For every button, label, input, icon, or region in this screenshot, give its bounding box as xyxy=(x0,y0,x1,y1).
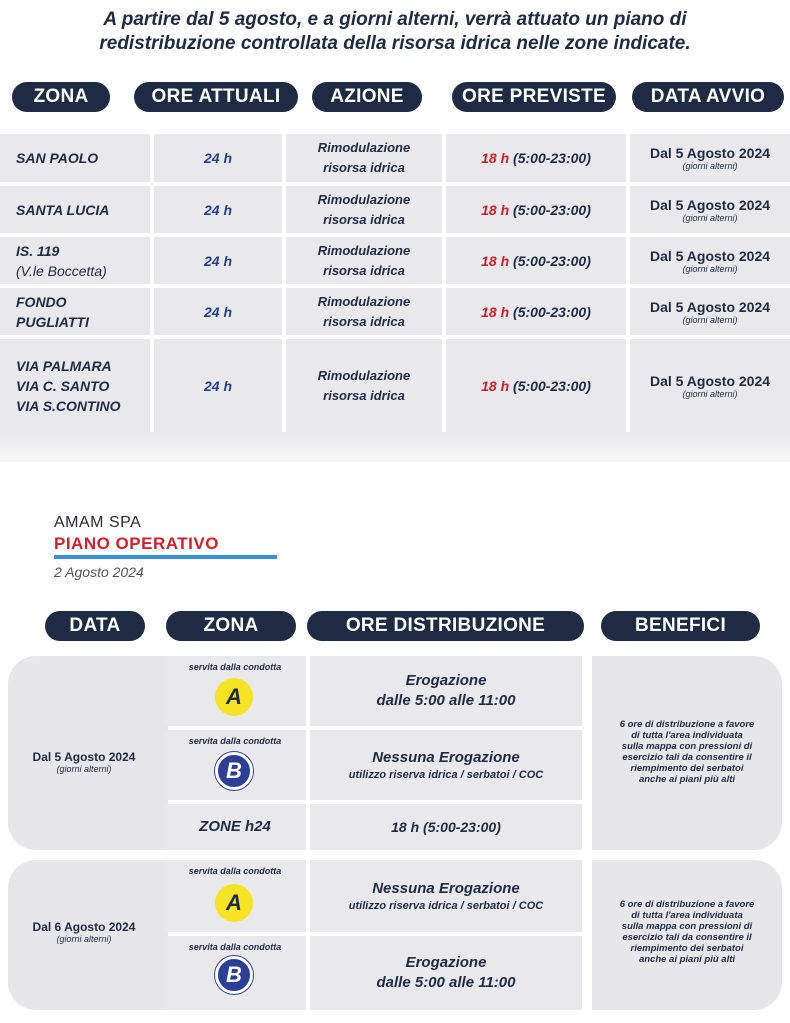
block2-date xyxy=(8,920,160,944)
block2-benefici xyxy=(592,899,782,965)
ore-prev-range: (5:00-23:00) xyxy=(509,377,591,394)
table-row-3-ore-previste xyxy=(446,237,626,284)
title-underline xyxy=(54,555,277,559)
table-row-5-ore-previste xyxy=(446,339,626,432)
block1-date-note: (giorni alterni) xyxy=(56,764,112,774)
h24-hours: 18 h (5:00-23:00) xyxy=(391,819,501,835)
header-zona-2: ZONA xyxy=(166,611,296,641)
azione-line-2: risorsa idrica xyxy=(323,387,405,403)
table-row-4-ore-previste xyxy=(446,288,626,335)
header-data-avvio: DATA AVVIO xyxy=(632,82,784,112)
erogazione-line-1: Erogazione xyxy=(405,954,487,971)
table-row-4-zona xyxy=(0,288,150,335)
zone-a-badge: A xyxy=(215,884,253,922)
table-row-5-azione xyxy=(286,339,442,432)
ore-prev-hours: 18 h xyxy=(481,377,510,394)
block1-date xyxy=(8,750,160,774)
zona-name: SANTA LUCIA xyxy=(16,201,110,218)
company-name: AMAM SPA xyxy=(54,514,142,531)
served-label: servita dalla condotta xyxy=(188,942,282,952)
served-label: servita dalla condotta xyxy=(188,866,282,876)
zone-h24-label: ZONE h24 xyxy=(199,818,271,835)
benefici-line: di tutta l'area individuata xyxy=(631,730,743,741)
block1-zone-h24-cell xyxy=(164,804,306,850)
azione-line-1: Rimodulazione xyxy=(317,242,411,258)
table-row-2-ore-attuali: 24 h xyxy=(154,186,282,233)
erogazione-line-1: Nessuna Erogazione xyxy=(372,880,520,897)
data-avvio-date: Dal 5 Agosto 2024 xyxy=(649,372,771,389)
zona-name-line-3: VIA S.CONTINO xyxy=(16,397,121,414)
intro-line-1: A partire dal 5 agosto, e a giorni alterni, verrà attuato un piano di xyxy=(103,9,687,30)
table-row-3-azione xyxy=(286,237,442,284)
ore-prev-range: (5:00-23:00) xyxy=(509,303,591,320)
zona-name-line-2: PUGLIATTI xyxy=(16,313,89,330)
zone-a-badge: A xyxy=(215,678,253,716)
table-row-5-ore-attuali: 24 h xyxy=(154,339,282,432)
table-row-4-ore-attuali: 24 h xyxy=(154,288,282,335)
table-row-3-ore-attuali: 24 h xyxy=(154,237,282,284)
document-title: PIANO OPERATIVO xyxy=(54,534,219,553)
block1-benefici xyxy=(592,719,782,785)
ore-prev-hours: 18 h xyxy=(481,303,510,320)
block1-date-main: Dal 5 Agosto 2024 xyxy=(32,750,136,764)
data-avvio-date: Dal 5 Agosto 2024 xyxy=(649,247,771,264)
zone-b-badge: B xyxy=(215,956,253,994)
block1-zone-b-hours xyxy=(310,730,582,800)
azione-line-1: Rimodulazione xyxy=(317,293,411,309)
azione-line-1: Rimodulazione xyxy=(317,191,411,207)
header-ore-previste: ORE PREVISTE xyxy=(452,82,616,112)
azione-line-1: Rimodulazione xyxy=(317,367,411,383)
table-row-3-zona xyxy=(0,237,150,284)
zona-name: FONDO xyxy=(16,293,67,310)
header-ore-attuali: ORE ATTUALI xyxy=(134,82,298,112)
benefici-line: 6 ore di distribuzione a favore xyxy=(619,719,755,730)
data-avvio-date: Dal 5 Agosto 2024 xyxy=(649,298,771,315)
ore-prev-range: (5:00-23:00) xyxy=(509,201,591,218)
header-data: DATA xyxy=(45,611,145,641)
block1-zone-h24-hours xyxy=(310,804,582,850)
data-avvio-note: (giorni alterni) xyxy=(682,388,738,399)
header-azione: AZIONE xyxy=(312,82,422,112)
erogazione-line-2: dalle 5:00 alle 11:00 xyxy=(376,692,516,709)
table-row-5-zona xyxy=(0,339,150,432)
data-avvio-note: (giorni alterni) xyxy=(682,314,738,325)
zona-subname: (V.le Boccetta) xyxy=(16,262,107,279)
benefici-line: di tutta l'area individuata xyxy=(631,910,743,921)
table-row-4-data-avvio xyxy=(630,288,790,335)
data-avvio-note: (giorni alterni) xyxy=(682,263,738,274)
table-row-1-data-avvio xyxy=(630,134,790,182)
data-avvio-note: (giorni alterni) xyxy=(682,161,738,171)
table-row-1-ore-previste xyxy=(446,134,626,182)
benefici-line: anche ai piani più alti xyxy=(638,774,736,785)
table-row-2-azione xyxy=(286,186,442,233)
block2-zone-b-hours xyxy=(310,936,582,1010)
table-row-5-data-avvio xyxy=(630,339,790,432)
ore-prev-range: (5:00-23:00) xyxy=(509,252,591,269)
benefici-line: sulla mappa con pressioni di xyxy=(621,741,753,752)
intro-line-2: redistribuzione controllata della risorsa idrica nelle zone indicate. xyxy=(99,33,691,54)
header-ore-distribuzione: ORE DISTRIBUZIONE xyxy=(307,611,584,641)
erogazione-line-1: Erogazione xyxy=(405,672,487,689)
erogazione-line-1: Nessuna Erogazione xyxy=(372,749,520,766)
benefici-line: sulla mappa con pressioni di xyxy=(621,921,753,932)
ore-prev-hours: 18 h xyxy=(481,201,510,218)
section-divider xyxy=(0,432,790,462)
zona-name: IS. 119 xyxy=(16,242,60,259)
data-avvio-note: (giorni alterni) xyxy=(682,212,738,223)
zona-name: VIA PALMARA xyxy=(16,357,112,374)
data-avvio-date: Dal 5 Agosto 2024 xyxy=(649,196,771,213)
azione-line-2: risorsa idrica xyxy=(323,211,405,227)
erogazione-line-2: dalle 5:00 alle 11:00 xyxy=(376,974,516,991)
table-row-4-azione xyxy=(286,288,442,335)
benefici-line: riempimento dei serbatoi xyxy=(630,763,744,774)
served-label: servita dalla condotta xyxy=(188,736,282,746)
zona-name-line-2: VIA C. SANTO xyxy=(16,377,110,394)
document-date: 2 Agosto 2024 xyxy=(54,564,144,580)
table-row-2-zona xyxy=(0,186,150,233)
zone-b-badge: B xyxy=(215,752,253,790)
table-row-1-azione xyxy=(286,134,442,182)
azione-line-1: Rimodulazione xyxy=(317,140,411,155)
azione-line-2: risorsa idrica xyxy=(323,313,405,329)
block1-zone-a-hours xyxy=(310,656,582,726)
block2-date-main: Dal 6 Agosto 2024 xyxy=(32,920,136,934)
ore-prev-hours: 18 h xyxy=(481,252,510,269)
table-row-1-zona xyxy=(0,134,150,182)
table-row-2-data-avvio xyxy=(630,186,790,233)
data-avvio-date: Dal 5 Agosto 2024 xyxy=(649,145,771,161)
zona-name: SAN PAOLO xyxy=(16,150,99,166)
benefici-line: anche ai piani più alti xyxy=(638,954,736,965)
benefici-line: 6 ore di distribuzione a favore xyxy=(619,899,755,910)
benefici-line: riempimento dei serbatoi xyxy=(630,943,744,954)
intro-text xyxy=(0,8,790,56)
erogazione-line-2: utilizzo riserva idrica / serbatoi / COC xyxy=(348,900,544,912)
azione-line-2: risorsa idrica xyxy=(323,160,405,175)
table-row-3-data-avvio xyxy=(630,237,790,284)
benefici-line: esercizio tali da consentire il xyxy=(622,932,752,943)
azione-line-2: risorsa idrica xyxy=(323,262,405,278)
ore-prev-hours: 18 h xyxy=(481,150,510,166)
table-row-2-ore-previste xyxy=(446,186,626,233)
served-label: servita dalla condotta xyxy=(188,662,282,672)
block2-zone-a-hours xyxy=(310,860,582,932)
benefici-line: esercizio tali da consentire il xyxy=(622,752,752,763)
header-benefici: BENEFICI xyxy=(601,611,760,641)
header-zona: ZONA xyxy=(12,82,110,112)
ore-prev-range: (5:00-23:00) xyxy=(509,150,591,166)
erogazione-line-2: utilizzo riserva idrica / serbatoi / COC xyxy=(348,769,544,781)
table-row-1-ore-attuali: 24 h xyxy=(154,134,282,182)
block2-date-note: (giorni alterni) xyxy=(56,934,112,944)
